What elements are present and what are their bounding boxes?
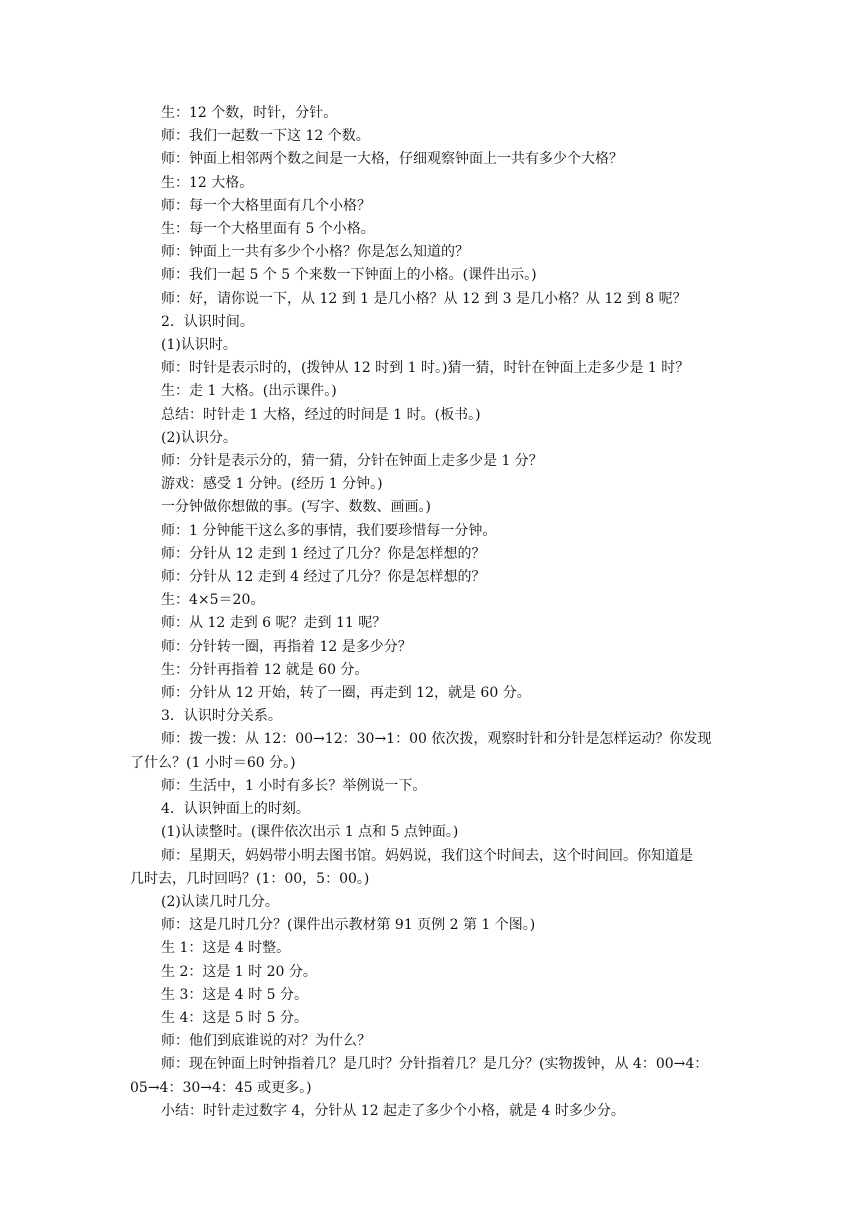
text-line: 师：从 12 走到 6 呢？走到 11 呢？ [161, 615, 387, 632]
text-line: 师：我们一起 5 个 5 个来数一下钟面上的小格。(课件出示。) [161, 267, 537, 284]
wrapped-paragraph [130, 1053, 730, 1099]
paragraph-continuation: 05→4：30→4：45 或更多。) [130, 1079, 312, 1096]
text-line: 师：分针从 12 开始，转了一圈，再走到 12，就是 60 分。 [161, 685, 531, 702]
paragraph-continuation: 几时去，几时回吗？(1：00，5：00。) [130, 870, 370, 887]
text-line: 生：4×5＝20。 [161, 592, 265, 609]
paragraph-first-line: 师：拨一拨：从 12：00→12：30→1：00 依次拨，观察时针和分针是怎样运动？你发现 [161, 731, 712, 748]
text-line: 师：生活中，1 小时有多长？举例说一下。 [161, 777, 427, 794]
section-heading: 3．认识时分关系。 [161, 708, 282, 725]
text-line: 生 4：这是 5 时 5 分。 [161, 1009, 308, 1026]
text-line: 师：好，请你说一下，从 12 到 1 是几小格？从 12 到 3 是几小格？从 12 到 8 呢？ [161, 290, 687, 307]
summary-line: 小结：时针走过数字 4，分针从 12 起走了多少个小格，就是 4 时多少分。 [161, 1102, 625, 1119]
text-line: 师：钟面上一共有多少个小格？你是怎么知道的？ [161, 244, 469, 261]
text-line: 师：1 分钟能干这么多的事情，我们要珍惜每一分钟。 [161, 522, 497, 539]
text-line: 生：分针再指着 12 就是 60 分。 [161, 661, 369, 678]
section-heading: 4．认识钟面上的时刻。 [161, 801, 310, 818]
paragraph-first-line: 师：星期天，妈妈带小明去图书馆。妈妈说，我们这个时间去，这个时间回。你知道是 [161, 847, 693, 864]
text-line: 师：时针是表示时的，(拨钟从 12 时到 1 时。)猜一猜，时针在钟面上走多少是 1 时？ [161, 360, 690, 377]
subsection-heading: (1)认读整时。(课件依次出示 1 点和 5 点钟面。) [161, 824, 459, 841]
text-line: 生：12 个数，时针，分针。 [161, 105, 338, 121]
text-line: 一分钟做你想做的事。(写字、数数、画画。) [161, 499, 431, 516]
text-line: 师：分针转一圈，再指着 12 是多少分？ [161, 638, 412, 655]
text-line: 生 1：这是 4 时整。 [161, 940, 291, 957]
subsection-heading: (1)认识时。 [161, 337, 237, 354]
text-line: 总结：时针走 1 大格，经过的时间是 1 时。(板书。) [161, 406, 481, 423]
text-line: 师：每一个大格里面有几个小格？ [161, 197, 371, 214]
subsection-heading: (2)认读几时几分。 [161, 893, 279, 910]
paragraph-first-line: 师：现在钟面上时钟指着几？是几时？分针指着几？是几分？(实物拨钟，从 4：00→4： [161, 1056, 709, 1073]
text-line: 师：分针是表示分的，猜一猜，分针在钟面上走多少是 1 分？ [161, 453, 543, 470]
lesson-text [130, 102, 730, 1123]
text-line: 师：分针从 12 走到 4 经过了几分？你是怎样想的？ [161, 569, 486, 586]
text-line: 生 3：这是 4 时 5 分。 [161, 986, 308, 1003]
text-line: 师：他们到底谁说的对？为什么？ [161, 1033, 371, 1050]
text-line: 师：这是几时几分？(课件出示教材第 91 页例 2 第 1 个图。) [161, 917, 536, 934]
wrapped-paragraph [130, 728, 730, 774]
text-line: 生：12 大格。 [161, 174, 254, 191]
text-line: 游戏：感受 1 分钟。(经历 1 分钟。) [161, 476, 383, 493]
text-line: 生：走 1 大格。(出示课件。) [161, 383, 337, 400]
text-line: 生：每一个大格里面有 5 个小格。 [161, 221, 375, 238]
subsection-heading: (2)认识分。 [161, 429, 237, 446]
paragraph-continuation: 了什么？(1 小时＝60 分。) [130, 754, 296, 771]
text-line: 师：钟面上相邻两个数之间是一大格，仔细观察钟面上一共有多少个大格？ [161, 151, 623, 168]
text-line: 生 2：这是 1 时 20 分。 [161, 963, 317, 980]
text-line: 师：分针从 12 走到 1 经过了几分？你是怎样想的？ [161, 545, 486, 562]
text-line: 师：我们一起数一下这 12 个数。 [161, 128, 370, 145]
wrapped-paragraph [130, 845, 730, 891]
section-heading: 2．认识时间。 [161, 313, 254, 330]
